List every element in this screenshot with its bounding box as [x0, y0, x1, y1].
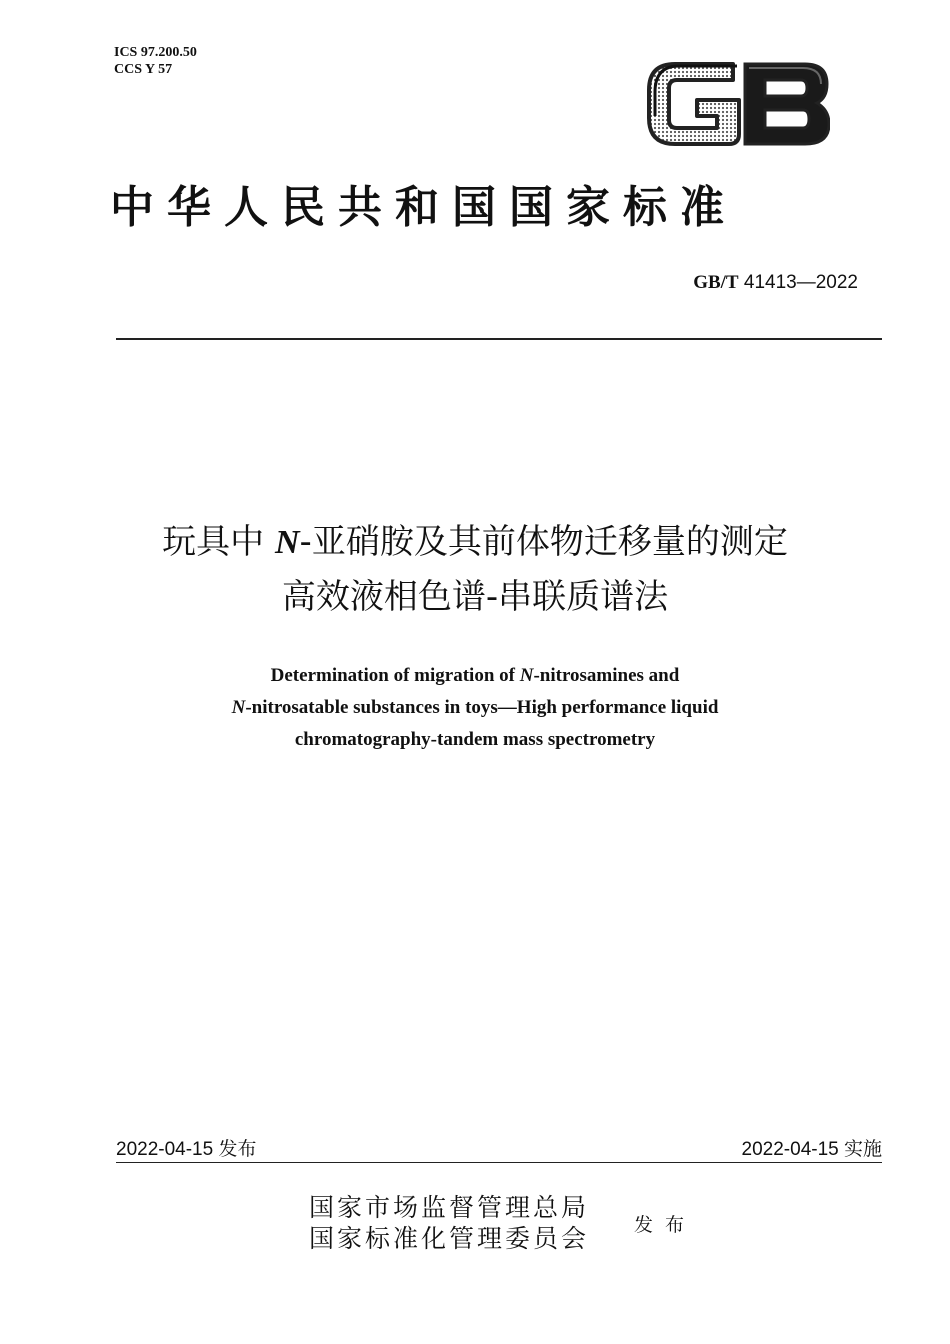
chinese-title-italic-n: N [274, 524, 300, 561]
national-standard-title: 中华人民共和国国家标准 [110, 182, 737, 233]
issuing-authorities [309, 1192, 589, 1254]
classification-codes [114, 44, 197, 78]
gb-standard-logo-icon [645, 58, 830, 150]
footer-divider [116, 1162, 882, 1163]
ics-code: ICS 97.200.50 [114, 45, 197, 60]
chinese-title-text: 玩具中 [162, 522, 275, 562]
publish-date: 2022-04-15 发布 [116, 1139, 257, 1160]
english-title-italic-n: N [231, 697, 246, 718]
standard-number [693, 272, 858, 294]
english-title-text: Determination of migration of [270, 665, 520, 686]
english-title-text: -nitrosatable substances in toys—High performance liquid [245, 697, 719, 718]
issuer-sac: 国家标准化管理委员会 [309, 1224, 590, 1253]
header-divider [116, 338, 882, 340]
issue-label: 发布 [634, 1214, 697, 1236]
english-title-text: -nitrosamines and [533, 665, 680, 686]
chinese-title-line-2: 高效液相色谱-串联质谱法 [281, 577, 669, 617]
english-title [0, 660, 950, 756]
english-title-line-1 [0, 660, 950, 692]
standard-code: 41413—2022 [743, 272, 858, 293]
english-title-line-3: chromatography-tandem mass spectrometry [294, 729, 656, 750]
chinese-title-line-1 [0, 515, 950, 570]
ccs-code: CCS Y 57 [114, 62, 173, 77]
chinese-title [0, 515, 950, 625]
english-title-italic-n: N [519, 665, 534, 686]
english-title-line-2 [0, 692, 950, 724]
issuer-samr: 国家市场监督管理总局 [309, 1193, 590, 1222]
implement-date: 2022-04-15 实施 [741, 1139, 882, 1160]
standard-prefix: GB/T [693, 272, 739, 293]
chinese-title-text: -亚硝胺及其前体物迁移量的测定 [299, 522, 788, 562]
